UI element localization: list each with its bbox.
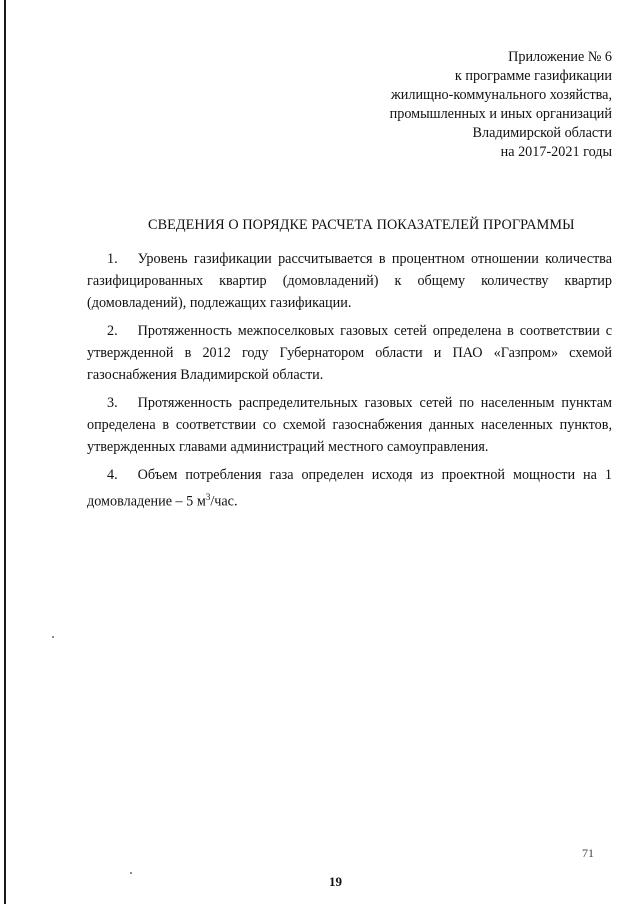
cubic-superscript: 3 <box>205 492 211 502</box>
appendix-header <box>390 48 612 162</box>
appendix-line: промышленных и иных организаций <box>389 106 612 122</box>
handwritten-page-reference: 71 <box>582 846 594 860</box>
document-title: СВЕДЕНИЯ О ПОРЯДКЕ РАСЧЕТА ПОКАЗАТЕЛЕЙ ПРОГРАММЫ <box>148 217 575 233</box>
paragraph-text: Протяженность межпоселковых газовых сетей определена в соответствии с утвержденной в 2012 году Губернатором области и ПАО «Газпром» схемой газоснабжения Владимирской области. <box>87 323 612 383</box>
paragraph-number: 3. <box>107 395 118 411</box>
scan-speck <box>130 872 132 874</box>
appendix-line: на 2017-2021 годы <box>500 144 612 160</box>
appendix-line: Приложение № 6 <box>508 49 612 65</box>
paragraph-3 <box>87 392 612 458</box>
paragraph-text-suffix: /час. <box>210 493 238 510</box>
appendix-line: Владимирской области <box>472 125 612 141</box>
paragraph-number: 2. <box>107 323 118 339</box>
paragraph-text: Уровень газификации рассчитывается в процентном отношении количества газифицированных квартир (домовладений) к общему количеству квартир (домовладений), подлежащих газификации. <box>87 251 612 311</box>
paragraph-1 <box>87 248 612 314</box>
paragraph-text: Объем потребления газа определен исходя из проектной мощности на 1 домовладение – 5 м <box>87 467 612 510</box>
appendix-line: к программе газификации <box>454 68 612 84</box>
paragraph-number: 4. <box>107 467 118 483</box>
scan-speck <box>52 636 54 638</box>
appendix-line: жилищно-коммунального хозяйства, <box>390 87 612 103</box>
scan-edge-line <box>4 0 6 904</box>
page-number: 19 <box>329 874 342 889</box>
paragraph-text: Протяженность распределительных газовых сетей по населенным пунктам определена в соответствии со схемой газоснабжения данных населенных пунктов, утвержденных главами администраций местного самоуправления. <box>87 395 612 455</box>
paragraph-2 <box>87 320 612 386</box>
paragraph-number: 1. <box>107 251 118 267</box>
paragraph-4 <box>87 464 612 513</box>
